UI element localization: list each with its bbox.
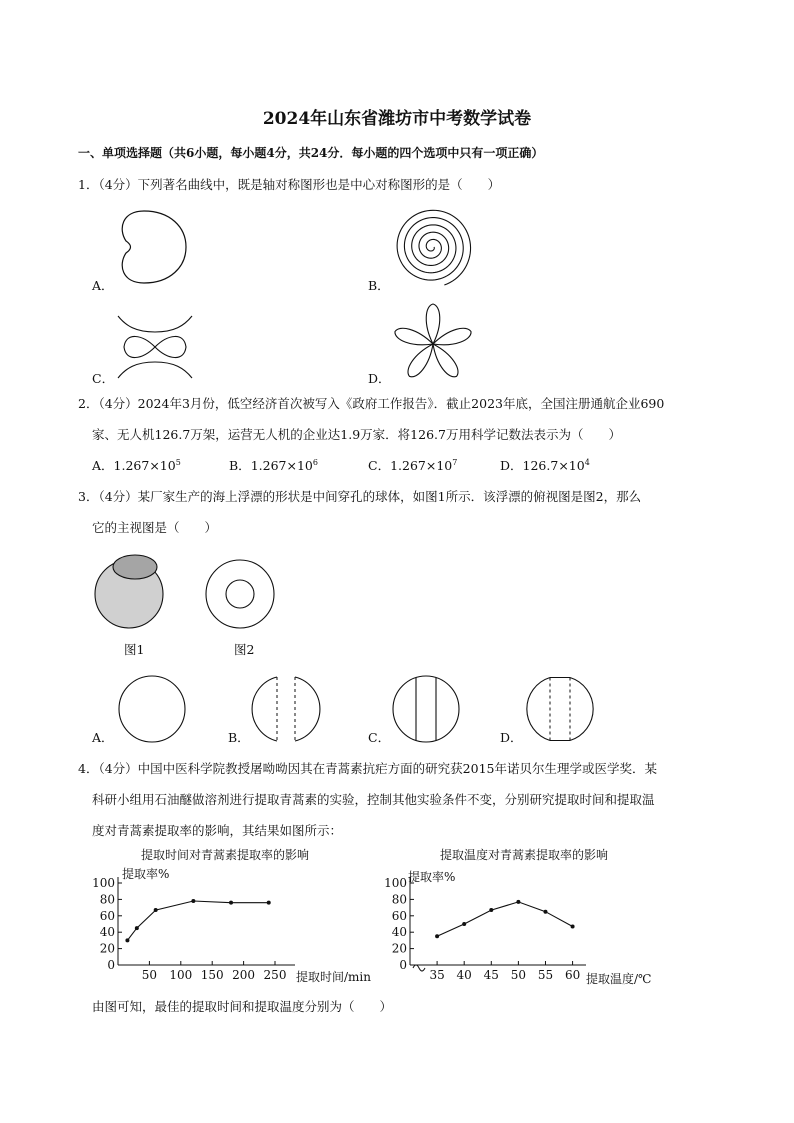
q3-line2: 它的主视图是（ ） xyxy=(92,520,218,535)
chart2-ylabel: 提取率% xyxy=(408,870,456,884)
chart1-data-point xyxy=(267,901,271,905)
q3-option-c-label: C． xyxy=(368,730,391,745)
q3-line1: 3．（4分）某厂家生产的海上浮漂的形状是中间穿孔的球体，如图1所示．该浮漂的俯视图是图2，那么 xyxy=(78,489,642,504)
chart1-data-point xyxy=(191,899,195,903)
chart1-xtick-label: 250 xyxy=(263,968,287,982)
q1-option-a-label: A． xyxy=(92,278,114,293)
q4-line1: 4．（4分）中国中医科学院教授屠呦呦因其在青蒿素抗疟方面的研究获2015年诺贝尔生理学或医学奖．某 xyxy=(78,761,657,776)
chart1-data-point xyxy=(229,901,233,905)
chart2-axis-break xyxy=(413,965,425,971)
chart2-data-point xyxy=(489,908,493,912)
q4-time-chart xyxy=(90,845,390,995)
q3-option-b-figure xyxy=(251,674,321,744)
q3-option-d-figure xyxy=(525,674,595,744)
q2-option-a-base: 1.267×10 xyxy=(113,458,176,473)
q4-question: 由图可知，最佳的提取时间和提取温度分别为（ ） xyxy=(92,999,393,1014)
q2-line2: 家、无人机126.7万架，运营无人机的企业达1.9万家．将126.7万用科学记数法表示为（ ） xyxy=(92,427,621,442)
q3-float-ball-figure xyxy=(93,550,167,634)
chart2-xlabel: 提取温度/℃ xyxy=(586,972,652,986)
chart1-xtick-label: 150 xyxy=(200,968,224,982)
q2-option-c xyxy=(368,456,457,474)
q3-option-c-figure xyxy=(391,674,461,744)
q1-text: 1．（4分）下列著名曲线中，既是轴对称图形也是中心对称图形的是（ ） xyxy=(78,177,501,192)
q2-option-d-exp: 4 xyxy=(584,457,590,467)
chart1-xlabel: 提取时间/min xyxy=(296,970,371,984)
chart1-ytick-label: 80 xyxy=(99,892,115,907)
chart2-xtick-label: 50 xyxy=(510,968,527,982)
chart1-ylabel: 提取率% xyxy=(122,867,170,881)
chart1-data-point xyxy=(135,926,139,930)
chart2-ytick-label: 80 xyxy=(391,892,407,907)
q2-option-c-base: 1.267×10 xyxy=(390,458,453,473)
q2-option-b-base: 1.267×10 xyxy=(250,458,313,473)
chart1-ytick-label: 0 xyxy=(107,958,115,972)
q1-option-d-label: D． xyxy=(368,371,391,386)
q1-cardioid-figure xyxy=(112,205,192,285)
q2-option-a-label: A． xyxy=(92,458,114,473)
chart1-ytick-label: 20 xyxy=(99,941,115,956)
q3-option-d-label: D． xyxy=(500,730,523,745)
q4-line3: 度对青蒿素提取率的影响，其结果如图所示： xyxy=(92,823,343,838)
q2-option-d xyxy=(500,456,590,474)
chart2-ytick-label: 40 xyxy=(391,925,407,940)
q1-option-b-label: B． xyxy=(368,278,390,293)
q2-option-d-base: 126.7×10 xyxy=(522,458,585,473)
chart1-ytick-label: 60 xyxy=(99,908,115,923)
chart2-data-point xyxy=(435,934,439,938)
page-title: 2024年山东省潍坊市中考数学试卷 xyxy=(262,109,532,129)
chart1-data-point xyxy=(154,908,158,912)
chart2-ytick-label: 100 xyxy=(384,876,407,890)
chart2-ytick-label: 20 xyxy=(391,941,407,956)
q2-line1: 2．（4分）2024年3月份，低空经济首次被写入《政府工作报告》．截止2023年底，全国注册通航企业690 xyxy=(78,396,665,411)
chart1-ytick-label: 100 xyxy=(92,876,115,890)
chart1-xtick-label: 100 xyxy=(169,968,193,982)
q1-lemniscate-figure xyxy=(112,312,198,382)
chart1-xtick-label: 200 xyxy=(232,968,256,982)
chart1-ytick-label: 40 xyxy=(99,925,115,940)
chart2-xtick-label: 60 xyxy=(564,968,581,982)
chart1-data-point xyxy=(125,938,129,942)
chart2-data-point xyxy=(516,900,520,904)
chart2-ytick-label: 60 xyxy=(391,908,407,923)
q2-option-b xyxy=(229,456,318,474)
chart2-data-point xyxy=(462,922,466,926)
q2-option-a xyxy=(92,456,181,474)
q4-line2: 科研小组用石油醚做溶剂进行提取青蒿素的实验，控制其他实验条件不变，分别研究提取时间和提取温 xyxy=(92,792,655,807)
q4-temperature-chart xyxy=(378,845,678,995)
chart2-xtick-label: 35 xyxy=(429,968,445,982)
q1-five-petal-figure xyxy=(390,300,476,382)
chart2-title: 提取温度对青蒿素提取率的影响 xyxy=(439,848,609,862)
q3-option-a-label: A． xyxy=(92,730,114,745)
chart1-title: 提取时间对青蒿素提取率的影响 xyxy=(140,848,310,862)
q3-fig1-caption: 图1 xyxy=(124,642,145,657)
chart2-data-point xyxy=(543,910,547,914)
q2-option-b-exp: 6 xyxy=(312,457,318,467)
q1-spiral-figure xyxy=(390,205,474,289)
q2-option-a-exp: 5 xyxy=(175,457,181,467)
chart2-series-line xyxy=(437,902,572,936)
chart2-xtick-label: 40 xyxy=(456,968,472,982)
chart2-data-point xyxy=(571,924,575,928)
chart2-ytick-label: 0 xyxy=(399,958,407,972)
chart1-xtick-label: 50 xyxy=(141,968,158,982)
q3-fig2-caption: 图2 xyxy=(234,642,255,657)
q2-option-b-label: B． xyxy=(229,458,251,473)
q3-top-view-figure xyxy=(202,550,278,634)
q2-option-c-exp: 7 xyxy=(452,457,458,467)
q3-option-a-figure xyxy=(117,674,187,744)
q2-option-c-label: C． xyxy=(368,458,391,473)
q3-option-b-label: B． xyxy=(228,730,250,745)
q1-option-c-label: C． xyxy=(92,371,115,386)
section-heading: 一、单项选择题（共6小题，每小题4分，共24分．每小题的四个选项中只有一项正确） xyxy=(78,146,544,160)
chart2-xtick-label: 45 xyxy=(483,968,499,982)
chart2-xtick-label: 55 xyxy=(537,968,554,982)
chart1-series-line xyxy=(127,901,268,940)
q2-option-d-label: D． xyxy=(500,458,523,473)
